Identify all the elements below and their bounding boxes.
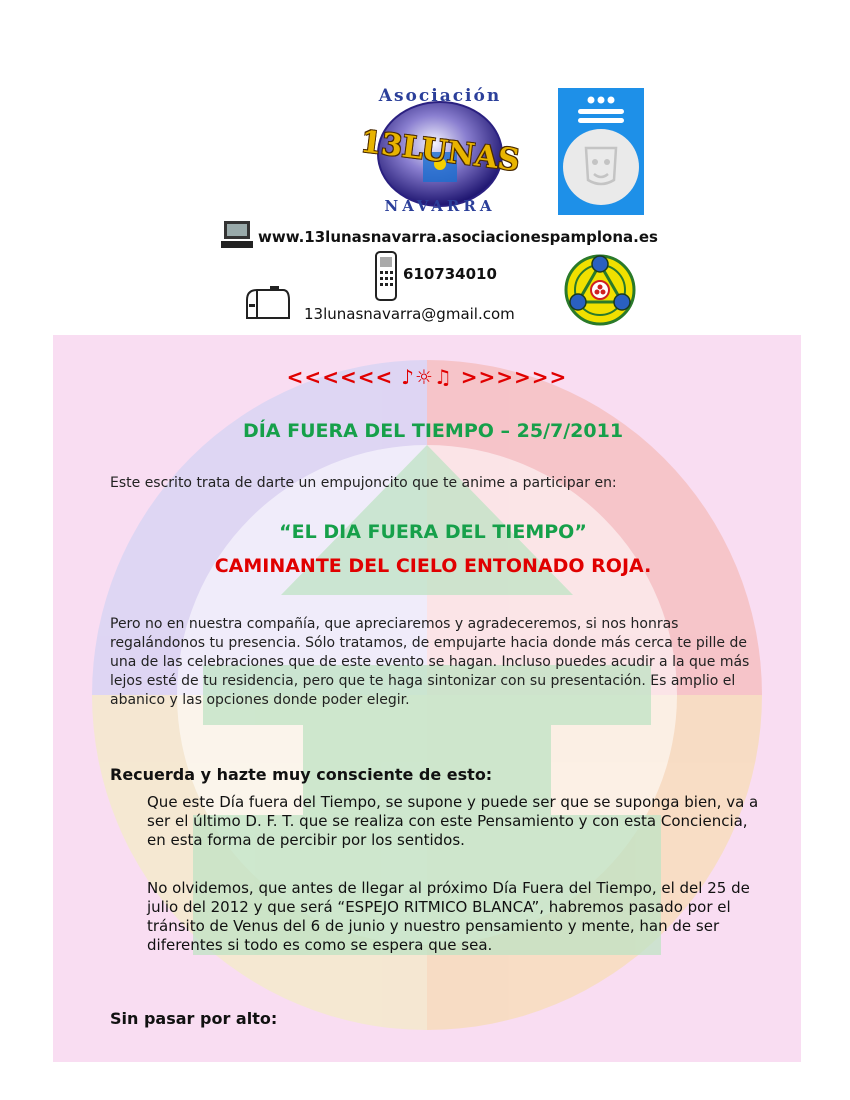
association-logo (335, 82, 545, 217)
list-item: Que este Día fuera del Tiempo, se supone y puede ser que se suponga bien, va a ser el último D. F. T. que se realiza con este Pensamiento y con esta Conciencia, en esta forma de percibir por los sentidos. (147, 793, 759, 849)
green-emblem-image (560, 252, 640, 326)
page-title: DÍA FUERA DEL TIEMPO – 25/7/2011 (242, 420, 624, 442)
logo-top-text: Asociación (378, 86, 502, 106)
mailbox-icon (245, 286, 291, 322)
letterhead (0, 0, 850, 335)
blue-seal-image (558, 88, 644, 215)
content-panel (53, 335, 801, 1062)
website-text: www.13lunasnavarra.asociacionespamplona.es (258, 228, 658, 246)
email-text: 13lunasnavarra@gmail.com (304, 305, 515, 323)
intro-text: Este escrito trata de darte un empujoncito que te anime a participar en: (110, 475, 617, 491)
computer-icon (220, 220, 254, 250)
body-paragraph: Pero no en nuestra compañía, que apreciaremos y agradeceremos, si nos honras regalándonos tu presencia. Sólo tratamos, de empujarte hacia donde más cerca te pille de una de las celebraciones que de este evento se hagan. Incluso puedes acudir a la que más lejos esté de tu residencia, pero que te haga sintonizar con su presentación. Es amplio el abanico y las opciones donde poder elegir. (110, 616, 750, 708)
document-text (53, 335, 801, 1062)
phone-text: 610734010 (403, 265, 497, 283)
event-subtitle: CAMINANTE DEL CIELO ENTONADO ROJA. (214, 555, 652, 577)
decorative-banner: <<<<<< ♪☼♫ >>>>>> (286, 365, 568, 389)
list-item: No olvidemos, que antes de llegar al próximo Día Fuera del Tiempo, el del 25 de julio del 2012 y que será “ESPEJO RITMICO BLANCA”, habremos pasado por el tránsito de Venus del 6 de junio y nuestro pensamiento y mente, han de ser diferentes si todo es como se espera que sea. (147, 879, 750, 954)
event-name: “EL DIA FUERA DEL TIEMPO” (279, 521, 587, 543)
section-heading-remember: Recuerda y hazte muy consciente de esto: (110, 765, 493, 784)
mobile-phone-icon (371, 250, 401, 302)
logo-bottom-text: NAVARRA (384, 197, 496, 215)
section-heading-not-overlook: Sin pasar por alto: (110, 1009, 278, 1028)
logo-main-text: 13LUNAS (358, 124, 522, 179)
